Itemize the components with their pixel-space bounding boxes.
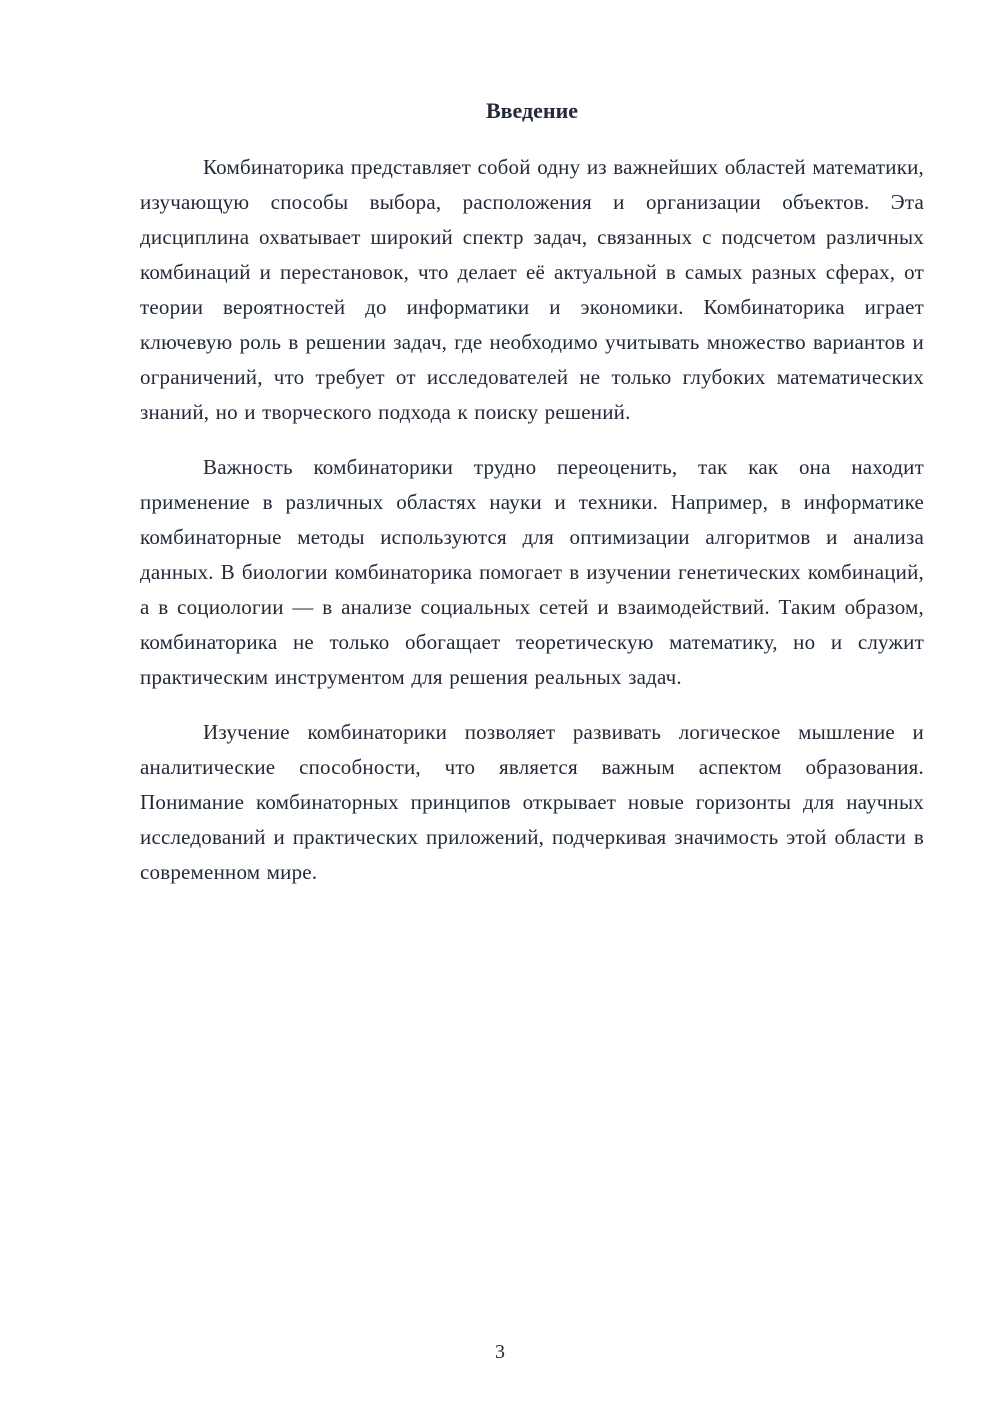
- paragraph-importance: Важность комбинаторики трудно переоценить, так как она находит применение в различных областях науки и техники. Например, в информатике комбинаторные методы используются для оптимизации алгоритмов и анализа данных. В биологии комбинаторика помогает в изучении генетических комбинаций, а в социологии — в анализе социальных сетей и взаимодействий. Таким образом, комбинаторика не только обогащает теоретическую математику, но и служит практическим инструментом для решения реальных задач.: [140, 455, 924, 690]
- paragraph-intro: Комбинаторика представляет собой одну из важнейших областей математики, изучающую способы выбора, расположения и организации объектов. Эта дисциплина охватывает широкий спектр задач, связанных с подсчетом различных комбинаций и перестановок, что делает её актуальной в самых разных сферах, от теории вероятностей до информатики и экономики. Комбинаторика играет ключевую роль в решении задач, где необходимо учитывать множество вариантов и ограничений, что требует от исследователей не только глубоких математических знаний, но и творческого подхода к поиску решений.: [140, 155, 924, 425]
- page-title: Введение: [485, 98, 579, 123]
- paragraph-study: Изучение комбинаторики позволяет развивать логическое мышление и аналитические способности, что является важным аспектом образования. Понимание комбинаторных принципов открывает новые горизонты для научных исследований и практических приложений, подчеркивая значимость этой области в современном мире.: [140, 720, 924, 885]
- page-number: 3: [495, 1341, 505, 1363]
